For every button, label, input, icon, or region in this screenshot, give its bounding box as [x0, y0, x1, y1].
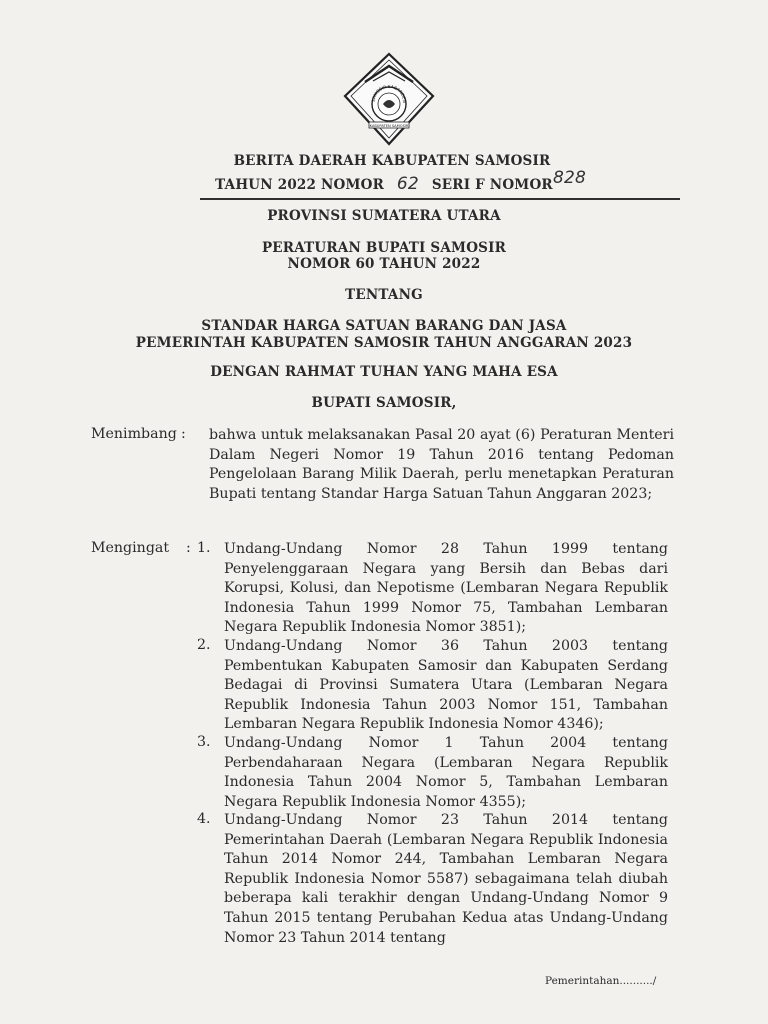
mengingat-item-1-text: Undang-Undang Nomor 28 Tahun 1999 tentang Penyelenggaraan Negara yang Bersih dan Bebas dari Korupsi, Kolusi, dan Nepotisme (Lembaran Negara Republik Indonesia Tahun 1999 Nomor 75, Tambahan Lembaran Negara Republik Indonesia Nomor 3851); [224, 541, 668, 636]
mengingat-item-2-text: Undang-Undang Nomor 36 Tahun 2003 tentang Pembentukan Kabupaten Samosir dan Kabupaten Serdang Bedagai di Provinsi Sumatera Utara (Lembaran Negara Republik Indonesia Tahun 2003 Nomor 151, Tambahan Lembaran Negara Republik Indonesia Nomor 4346); [224, 638, 668, 733]
mengingat-item-3-num: 3. [197, 734, 211, 750]
rahmat-line: DENGAN RAHMAT TUHAN YANG MAHA ESA [210, 364, 558, 380]
berita-daerah-line: BERITA DAERAH KABUPATEN SAMOSIR [233, 153, 551, 169]
menimbang-colon: : [181, 426, 186, 442]
mengingat-item-3-text: Undang-Undang Nomor 1 Tahun 2004 tentang Perbendaharaan Negara (Lembaran Negara Republik Indonesia Tahun 2004 Nomor 5, Tambahan Lembaran Negara Republik Indonesia Nomor 4355); [224, 735, 668, 810]
emblem-banner-text: KABUPATEN SAMOSIR [369, 124, 409, 128]
regulation-number: NOMOR 60 TAHUN 2022 [287, 256, 481, 272]
menimbang-label: Menimbang [91, 426, 177, 442]
subject-line-1: STANDAR HARGA SATUAN BARANG DAN JASA [201, 318, 567, 334]
subject-line-2: PEMERINTAH KABUPATEN SAMOSIR TAHUN ANGGARAN 2023 [135, 335, 633, 351]
berita-nomor-line [0, 168, 768, 194]
header-divider [200, 198, 680, 200]
berita-nomor-handwritten: 62 [396, 174, 419, 194]
mengingat-item-4-text: Undang-Undang Nomor 23 Tahun 2014 tentang Pemerintahan Daerah (Lembaran Negara Republik Indonesia Tahun 2014 Nomor 244, Tambahan Lembaran Negara Republik Indonesia Nomor 5587) sebagaimana telah diubah beberapa kali terakhir dengan Undang-Undang Nomor 9 Tahun 2015 tentang Perubahan Kedua atas Undang-Undang Nomor 23 Tahun 2014 tentang [224, 812, 668, 946]
menimbang-text: bahwa untuk melaksanakan Pasal 20 ayat (6) Peraturan Menteri Dalam Negeri Nomor 19 Tahun 2016 tentang Pedoman Pengelolaan Barang Milik Daerah, perlu menetapkan Peraturan Bupati tentang Standar Harga Satuan Tahun Anggaran 2023; [209, 427, 674, 502]
page-continuation: Pemerintahan........../ [545, 975, 657, 987]
province-title: PROVINSI SUMATERA UTARA [267, 208, 501, 224]
berita-seri-label: SERI F NOMOR [431, 177, 553, 193]
mengingat-colon: : [186, 540, 191, 556]
bupati-line: BUPATI SAMOSIR, [311, 395, 457, 411]
regulation-title: PERATURAN BUPATI SAMOSIR [261, 240, 507, 256]
mengingat-item-1-num: 1. [197, 540, 211, 556]
mengingat-item-2-num: 2. [197, 637, 211, 653]
tentang-heading: TENTANG [345, 287, 423, 303]
berita-seri-handwritten: 828 [553, 168, 587, 188]
mengingat-item-4-num: 4. [197, 811, 211, 827]
berita-tahun-label: TAHUN 2022 NOMOR [215, 177, 385, 193]
mengingat-label: Mengingat [91, 540, 170, 556]
emblem-arc-text: SAMOSIR SAGANDEN [370, 83, 408, 103]
kabupaten-samosir-emblem [343, 52, 435, 146]
